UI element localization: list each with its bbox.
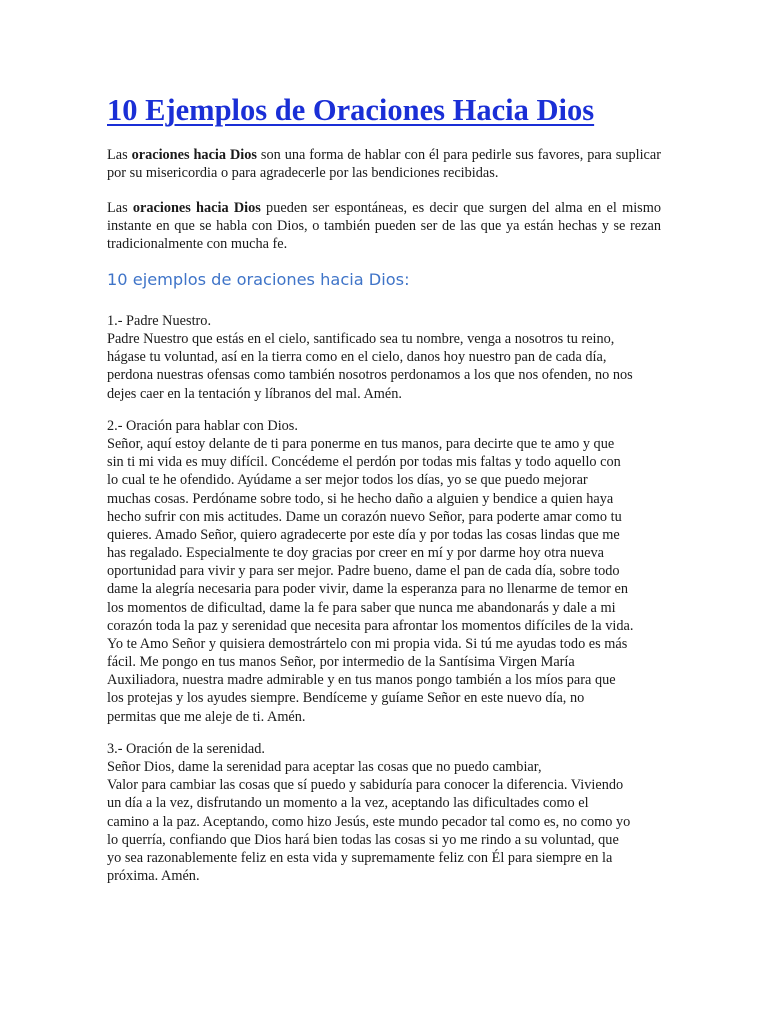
prayer-line: Auxiliadora, nuestra madre admirable y en tus manos pongo también a los míos para que [107, 672, 616, 689]
prayer-line: muchas cosas. Perdóname sobre todo, si he hecho daño a alguien y bendice a quien haya [107, 490, 614, 507]
prayer-line: perdona nuestras ofensas como también nosotros perdonamos a los que nos ofenden, no nos [107, 367, 633, 384]
prayer-line: fácil. Me pongo en tus manos Señor, por intermedio de la Santísima Virgen María [107, 654, 575, 671]
prayer-line: quieres. Amado Señor, quiero agradecerte por este día y por todas las cosas lindas que me [107, 526, 620, 543]
intro-1-bold: oraciones hacia Dios [131, 147, 257, 163]
prayer-line: sin ti mi vida es muy difícil. Concédeme el perdón por todas mis faltas y todo aquello con [107, 454, 621, 471]
intro-2-bold: oraciones hacia Dios [132, 200, 261, 216]
prayer-title: 1.- Padre Nuestro. [107, 313, 212, 329]
prayer-line: hecho sufrir con mis actitudes. Dame un corazón nuevo Señor, para poderte amar como tu [107, 508, 622, 525]
prayer-line: camino a la paz. Aceptando, como hizo Jesús, este mundo pecador tal como es, no como yo [107, 813, 631, 830]
prayer-line: próxima. Amén. [107, 868, 200, 885]
prayer-line: Señor Dios, dame la serenidad para aceptar las cosas que no puedo cambiar, [107, 759, 542, 776]
prayer-line: yo sea razonablemente feliz en esta vida y supremamente feliz con Él para siempre en la [107, 849, 613, 866]
prayer-line: Señor, aquí estoy delante de ti para ponerme en tus manos, para decirte que te amo y que [107, 436, 615, 453]
section-heading: 10 ejemplos de oraciones hacia Dios: [107, 270, 410, 289]
intro-1-pre: Las [107, 147, 132, 163]
prayer-line: permitas que me aleje de ti. Amén. [107, 708, 306, 725]
prayer-title: 2.- Oración para hablar con Dios. [107, 418, 298, 434]
prayer-line: Valor para cambiar las cosas que sí puedo y sabiduría para conocer la diferencia. Viviendo [107, 777, 624, 794]
intro-2-post: pueden ser espontáneas, es decir que surgen del alma en el mismo instante en que se habla con Dios, o también pueden ser de las que ya están hechas y se rezan tradicionalmente con mucha fe. [107, 200, 661, 252]
prayer-padre-nuestro [107, 312, 663, 403]
prayer-line: hágase tu voluntad, así en la tierra como en el cielo, danos hoy nuestro pan de cada día, [107, 349, 607, 366]
prayer-line: lo querría, confiando que Dios hará bien todas las cosas si yo me rindo a su voluntad, que [107, 831, 619, 848]
prayer-line: Padre Nuestro que estás en el cielo, santificado sea tu nombre, venga a nosotros tu reino, [107, 331, 615, 348]
prayer-line: dejes caer en la tentación y líbranos del mal. Amén. [107, 385, 402, 402]
prayer-line: los protejas y los ayudes siempre. Bendíceme y guíame Señor en este nuevo día, no [107, 690, 585, 707]
prayer-serenidad [107, 740, 663, 885]
prayer-line: un día a la vez, disfrutando un momento a la vez, aceptando las dificultades como el [107, 795, 589, 812]
prayer-line: lo cual te he ofendido. Ayúdame a ser mejor todos los días, yo se que puedo mejorar [107, 472, 588, 489]
prayer-line: dame la alegría necesaria para poder vivir, dame la esperanza para no llenarme de temor en [107, 581, 628, 598]
intro-paragraph-1 [107, 146, 661, 182]
prayer-line: has regalado. Especialmente te doy gracias por creer en mí y por darme hoy otra nueva [107, 545, 605, 562]
page-title[interactable]: 10 Ejemplos de Oraciones Hacia Dios [107, 93, 595, 127]
prayer-line: Yo te Amo Señor y quisiera demostrártelo con mi propia vida. Si tú me ayudas todo es más [107, 635, 628, 652]
prayer-line: corazón toda la paz y serenidad que necesita para afrontar los momentos difíciles de la vida. [107, 617, 634, 634]
prayer-title: 3.- Oración de la serenidad. [107, 741, 265, 757]
prayer-line: oportunidad para vivir y para ser mejor. Padre bueno, dame el pan de cada día, sobre todo [107, 563, 620, 580]
intro-2-pre: Las [107, 200, 133, 216]
intro-1-post: son una forma de hablar con él para pedirle sus favores, para suplicar por su misericordia o para agradecerle por las bendiciones recibidas. [107, 147, 662, 181]
prayer-line: los momentos de dificultad, dame la fe para saber que nunca me abandonarás y dale a mi [107, 599, 616, 616]
prayer-hablar-con-dios [107, 417, 663, 726]
intro-paragraph-2 [107, 199, 661, 253]
